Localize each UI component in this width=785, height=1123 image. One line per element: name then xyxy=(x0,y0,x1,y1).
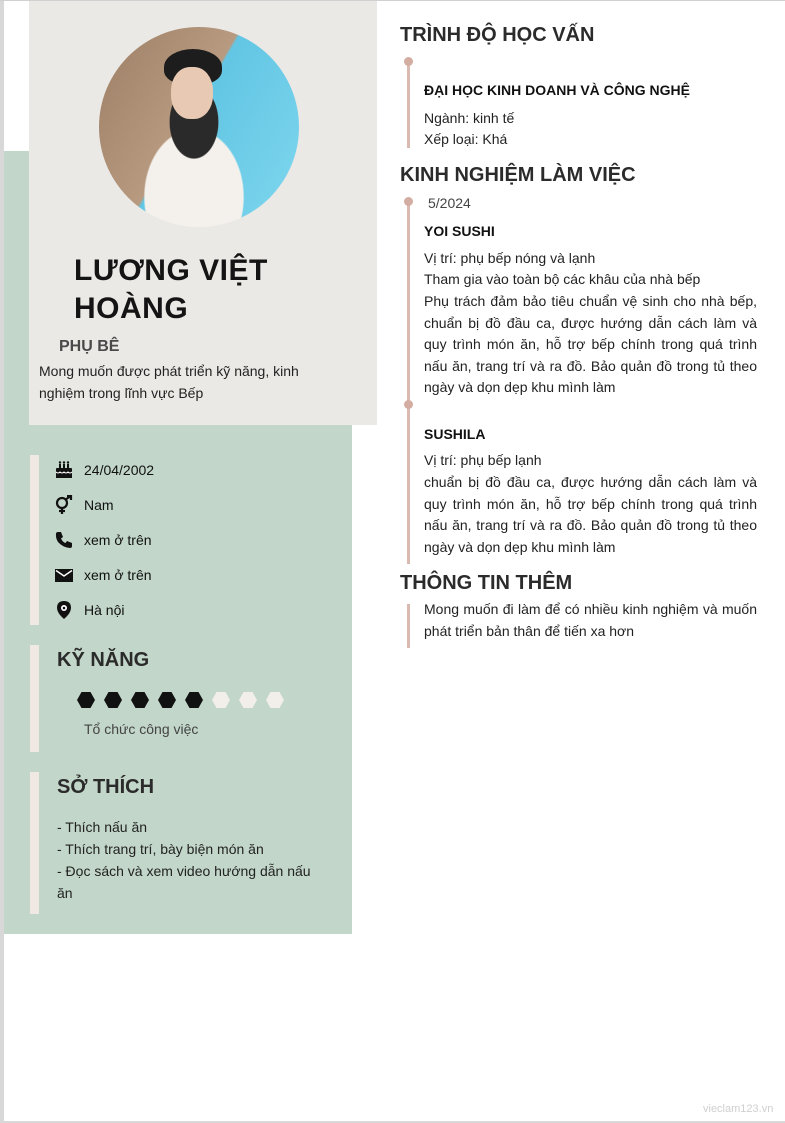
job-description: Tham gia vào toàn bộ các khâu của nhà bếp xyxy=(424,271,701,287)
skill-level-filled xyxy=(131,692,149,708)
contact-section xyxy=(30,455,340,625)
candidate-name: LƯƠNG VIỆT HOÀNG xyxy=(74,254,268,325)
school-name: ĐẠI HỌC KINH DOANH VÀ CÔNG NGHỆ xyxy=(424,82,691,98)
experience-timeline-dot xyxy=(404,197,413,206)
contact-birthday-row xyxy=(54,459,154,481)
skill-level-empty xyxy=(212,692,230,708)
additional-info-text: Mong muốn đi làm để có nhiều kinh nghiệm và muốn phát triển bản thân để tiến xa hơn xyxy=(424,601,757,639)
hobbies-heading: SỞ THÍCH xyxy=(57,776,155,798)
skill-name: Tổ chức công việc xyxy=(84,721,199,737)
skill-level-filled xyxy=(158,692,176,708)
job-title: PHỤ BÊ xyxy=(59,338,120,355)
skill-rating xyxy=(77,692,284,708)
education-timeline-dot xyxy=(404,57,413,66)
contact-gender-row xyxy=(54,494,114,516)
avatar-face xyxy=(171,67,213,119)
skill-level-filled xyxy=(77,692,95,708)
hobbies-list xyxy=(57,816,327,904)
skills-section xyxy=(30,645,340,752)
additional-info-line xyxy=(407,604,410,648)
job-position: Vị trí: phụ bếp lạnh xyxy=(424,452,542,468)
experience-heading: KINH NGHIỆM LÀM VIỆC xyxy=(400,164,636,186)
email-icon xyxy=(54,565,74,585)
skill-level-filled xyxy=(104,692,122,708)
hobbies-section xyxy=(30,772,340,914)
phone-icon xyxy=(54,530,74,550)
job-description: chuẩn bị đồ đầu ca, được hướng dẫn cách làm và quy trình món ăn, hỗ trợ bếp chính trong quá trình nấu ăn, trang trí và ra đồ. Bảo quản đồ trong tủ theo ngày và dọn dẹp khu mình làm xyxy=(424,474,757,555)
education-heading: TRÌNH ĐỘ HỌC VẤN xyxy=(400,24,595,46)
education-major: Ngành: kinh tế xyxy=(424,110,515,126)
skills-heading: KỸ NĂNG xyxy=(57,649,150,671)
avatar xyxy=(99,27,299,227)
skill-level-filled xyxy=(185,692,203,708)
company-name: SUSHILA xyxy=(424,426,486,442)
watermark: vieclam123.vn xyxy=(703,1103,774,1115)
company-name: YOI SUSHI xyxy=(424,223,495,239)
contact-email-row xyxy=(54,564,152,586)
birthday-cake-icon xyxy=(54,460,74,480)
phone-text: xem ở trên xyxy=(84,532,152,548)
skill-level-empty xyxy=(239,692,257,708)
skills-side-bar xyxy=(30,645,39,752)
skill-level-empty xyxy=(266,692,284,708)
career-objective: Mong muốn được phát triển kỹ năng, kinh nghiệm trong lĩnh vực Bếp xyxy=(39,363,299,401)
education-timeline xyxy=(407,62,410,148)
hobby-item: - Thích trang trí, bày biện món ăn xyxy=(57,841,264,857)
hobbies-side-bar xyxy=(30,772,39,914)
job-description: Phụ trách đảm bảo tiêu chuẩn vệ sinh cho nhà bếp, chuẩn bị đồ đầu ca, được hướng dẫn cách làm và quy trình món ăn, hỗ trợ bếp chính trong quá trình nấu ăn, trang trí và ra đồ. Bảo quản đồ trong tủ theo ngày và dọn dẹp khu mình làm xyxy=(424,293,757,396)
additional-info-heading: THÔNG TIN THÊM xyxy=(400,572,573,594)
experience-timeline xyxy=(407,200,410,564)
gender-icon xyxy=(54,495,74,515)
contact-address-row xyxy=(54,599,124,621)
contact-side-bar xyxy=(30,455,39,625)
experience-timeline-dot xyxy=(404,400,413,409)
birthday-text: 24/04/2002 xyxy=(84,462,155,478)
address-text: Hà nội xyxy=(84,602,125,618)
job-position: Vị trí: phụ bếp nóng và lạnh xyxy=(424,250,596,266)
hobby-item: - Thích nấu ăn xyxy=(57,819,148,835)
location-icon xyxy=(54,600,74,620)
email-text: xem ở trên xyxy=(84,567,152,583)
job-date: 5/2024 xyxy=(428,195,471,211)
gender-text: Nam xyxy=(84,497,114,513)
hobby-item: - Đọc sách và xem video hướng dẫn nấu ăn xyxy=(57,863,311,901)
contact-phone-row xyxy=(54,529,152,551)
education-rank: Xếp loại: Khá xyxy=(424,131,508,147)
